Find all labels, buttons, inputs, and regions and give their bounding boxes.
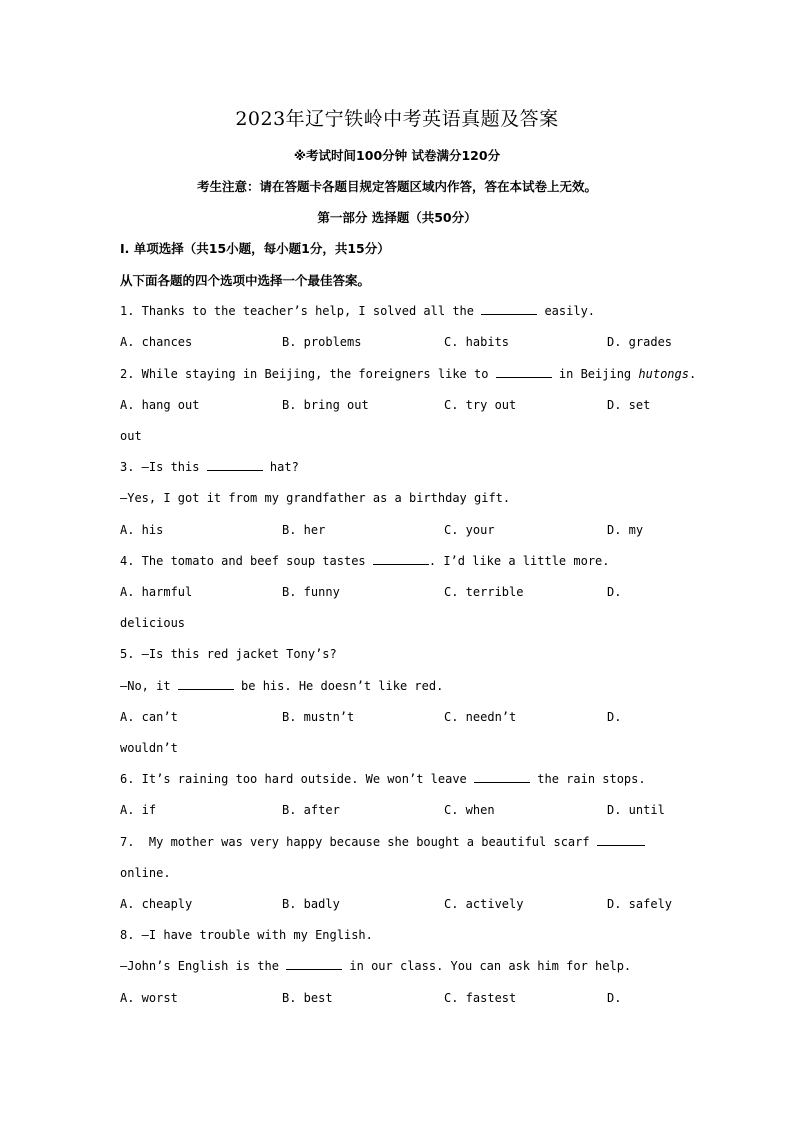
option-b: B. bring out xyxy=(282,398,369,412)
option-b: B. best xyxy=(282,991,333,1005)
question-text: —No, it xyxy=(120,679,178,693)
option-b: B. mustn’t xyxy=(282,710,355,724)
question-7-wrap: online. xyxy=(120,866,171,880)
answer-blank xyxy=(597,835,645,846)
dialogue-reply xyxy=(120,959,631,973)
option-d: D. until xyxy=(607,803,665,817)
answer-blank xyxy=(481,304,537,315)
question-4 xyxy=(120,554,610,568)
question-text: 3. —Is this xyxy=(120,460,207,474)
option-c: C. when xyxy=(444,803,495,817)
answer-blank xyxy=(496,367,552,378)
answer-blank xyxy=(178,679,234,690)
option-d-wrap: delicious xyxy=(120,616,186,630)
question-text: 6. It’s raining too hard outside. We won’t leave xyxy=(120,772,475,786)
option-a: A. can’t xyxy=(120,710,178,724)
question-text: in Beijing xyxy=(551,367,639,381)
option-d: D. xyxy=(607,991,622,1005)
question-1 xyxy=(120,304,595,318)
option-b: B. her xyxy=(282,523,326,537)
option-d-wrap: wouldn’t xyxy=(120,741,178,755)
option-c: C. actively xyxy=(444,897,524,911)
option-d: D. grades xyxy=(607,335,673,349)
option-d: D. my xyxy=(607,523,644,537)
question-2 xyxy=(120,367,696,381)
question-text: hat? xyxy=(262,460,299,474)
question-text: 1. Thanks to the teacher’s help, I solved all the xyxy=(120,304,482,318)
question-text: . xyxy=(688,367,697,381)
dialogue-reply xyxy=(120,679,443,693)
option-d: D. xyxy=(607,585,622,599)
option-a: A. hang out xyxy=(120,398,200,412)
option-a: A. harmful xyxy=(120,585,193,599)
exam-title: 2023年辽宁铁岭中考英语真题及答案 xyxy=(235,108,559,130)
option-b: B. funny xyxy=(282,585,340,599)
question-6 xyxy=(120,772,646,786)
option-a: A. his xyxy=(120,523,164,537)
question-text: the rain stops. xyxy=(530,772,646,786)
option-b: B. problems xyxy=(282,335,362,349)
option-d-wrap: out xyxy=(120,429,142,443)
option-a: A. if xyxy=(120,803,157,817)
option-d: D. safely xyxy=(607,897,673,911)
answer-blank xyxy=(373,554,429,565)
section-one-heading: Ⅰ. 单项选择（共15小题，每小题1分，共15分） xyxy=(120,241,390,256)
candidate-notice: 考生注意：请在答题卡各题目规定答题区域内作答，答在本试卷上无效。 xyxy=(196,179,597,194)
exam-info: ※考试时间100分钟 试卷满分120分 xyxy=(293,148,501,163)
option-a: A. worst xyxy=(120,991,178,1005)
option-c: C. terrible xyxy=(444,585,524,599)
question-text: be his. He doesn’t like red. xyxy=(233,679,444,693)
answer-blank xyxy=(286,959,342,970)
option-c: C. needn’t xyxy=(444,710,517,724)
option-a: A. cheaply xyxy=(120,897,193,911)
answer-blank xyxy=(207,460,263,471)
option-b: B. after xyxy=(282,803,340,817)
question-text: in our class. You can ask him for help. xyxy=(342,959,632,973)
question-text: easily. xyxy=(537,304,596,318)
question-text: —John’s English is the xyxy=(120,959,287,973)
question-5: 5. —Is this red jacket Tony’s? xyxy=(120,647,337,661)
option-c: C. your xyxy=(444,523,495,537)
option-d: D. set xyxy=(607,398,651,412)
question-text: 4. The tomato and beef soup tastes xyxy=(120,554,373,568)
option-c: C. habits xyxy=(444,335,510,349)
instruction-text: 从下面各题的四个选项中选择一个最佳答案。 xyxy=(120,273,371,288)
option-b: B. badly xyxy=(282,897,340,911)
option-c: C. fastest xyxy=(444,991,517,1005)
part-one-heading: 第一部分 选择题（共50分） xyxy=(317,210,477,225)
question-text: 7. My mother was very happy because she bought a beautiful scarf xyxy=(120,835,597,849)
question-3 xyxy=(120,460,299,474)
option-c: C. try out xyxy=(444,398,517,412)
question-text: 2. While staying in Beijing, the foreigners like to xyxy=(120,367,496,381)
question-7 xyxy=(120,835,645,849)
question-text: . I’d like a little more. xyxy=(428,554,610,568)
answer-blank xyxy=(474,772,530,783)
option-d: D. xyxy=(607,710,622,724)
option-a: A. chances xyxy=(120,335,193,349)
question-8: 8. —I have trouble with my English. xyxy=(120,928,373,942)
dialogue-reply: —Yes, I got it from my grandfather as a birthday gift. xyxy=(120,491,511,505)
italic-term: hutongs xyxy=(638,367,689,381)
